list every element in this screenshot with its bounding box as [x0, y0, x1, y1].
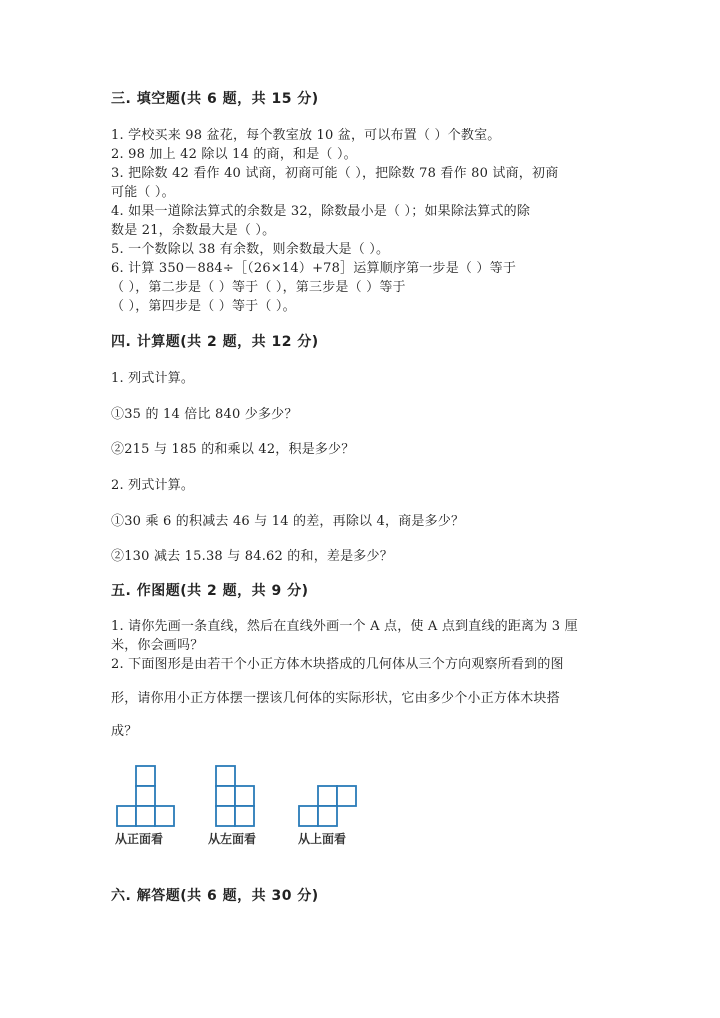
fill-question-1: 1. 学校买来 98 盆花，每个教室放 10 盆，可以布置（ ）个教室。 [111, 128, 501, 143]
fill-question-3-line-2: 可能（ ）。 [111, 185, 175, 200]
section-4-heading: 四. 计算题(共 2 题，共 12 分) [111, 334, 319, 350]
left-view-figure [210, 764, 270, 832]
calc-question-1: 1. 列式计算。 [111, 371, 195, 386]
calc-question-2-part-2: ②130 减去 15.38 与 84.62 的和，差是多少？ [111, 549, 393, 564]
top-view-cube [337, 786, 356, 806]
top-view-label: 从上面看 [298, 832, 347, 846]
top-view-cube [318, 786, 337, 806]
draw-question-1-line-2: 米，你会画吗？ [111, 638, 204, 653]
calc-question-2: 2. 列式计算。 [111, 478, 195, 493]
front-view-cube [155, 806, 174, 826]
front-view-figure [110, 764, 180, 832]
left-view-cube [235, 786, 254, 806]
fill-question-4-line-1: 4. 如果一道除法算式的余数是 32，除数最小是（ ）；如果除法算式的除 [111, 204, 531, 219]
left-view-cube [216, 766, 235, 786]
left-view-cube [216, 806, 235, 826]
section-6-heading: 六. 解答题(共 6 题，共 30 分) [111, 888, 319, 904]
left-view-label: 从左面看 [208, 832, 257, 846]
calc-question-2-part-1: ①30 乘 6 的积减去 46 与 14 的差，再除以 4，商是多少？ [111, 514, 465, 529]
left-view-cube [235, 806, 254, 826]
top-view-cube [299, 806, 318, 826]
draw-question-2-line-3: 成？ [111, 724, 138, 739]
draw-question-2-line-2: 形，请你用小正方体摆一摆该几何体的实际形状，它由多少个小正方体木块搭 [111, 691, 560, 706]
left-view-cube [216, 786, 235, 806]
section-3-heading: 三. 填空题(共 6 题，共 15 分) [111, 91, 319, 107]
fill-question-2: 2. 98 加上 42 除以 14 的商，和是（ ）。 [111, 147, 357, 162]
fill-question-6-line-1: 6. 计算 350－884÷［（26×14）+78］运算顺序第一步是（ ）等于 [111, 261, 517, 276]
top-view-cube [318, 806, 337, 826]
draw-question-2-line-1: 2. 下面图形是由若干个小正方体木块搭成的几何体从三个方向观察所看到的图 [111, 657, 564, 672]
front-view-cube [136, 766, 155, 786]
draw-question-1-line-1: 1. 请你先画一条直线，然后在直线外画一个 A 点，使 A 点到直线的距离为 3 厘 [111, 619, 578, 634]
calc-question-1-part-2: ②215 与 185 的和乘以 42，积是多少？ [111, 442, 355, 457]
fill-question-3-line-1: 3. 把除数 42 看作 40 试商，初商可能（ ），把除数 78 看作 80 试商，初商 [111, 166, 559, 181]
fill-question-4-line-2: 数是 21，余数最大是（ ）。 [111, 223, 276, 238]
front-view-cube [136, 806, 155, 826]
top-view-figure [293, 784, 363, 832]
front-view-label: 从正面看 [115, 832, 164, 846]
fill-question-6-line-3: （ ），第四步是（ ）等于（ ）。 [111, 299, 296, 314]
section-5-heading: 五. 作图题(共 2 题，共 9 分) [111, 583, 309, 599]
front-view-cube [117, 806, 136, 826]
fill-question-6-line-2: （ ），第二步是（ ）等于（ ），第三步是（ ）等于 [111, 280, 406, 295]
calc-question-1-part-1: ①35 的 14 倍比 840 少多少？ [111, 407, 298, 422]
fill-question-5: 5. 一个数除以 38 有余数，则余数最大是（ ）。 [111, 242, 390, 257]
front-view-cube [136, 786, 155, 806]
